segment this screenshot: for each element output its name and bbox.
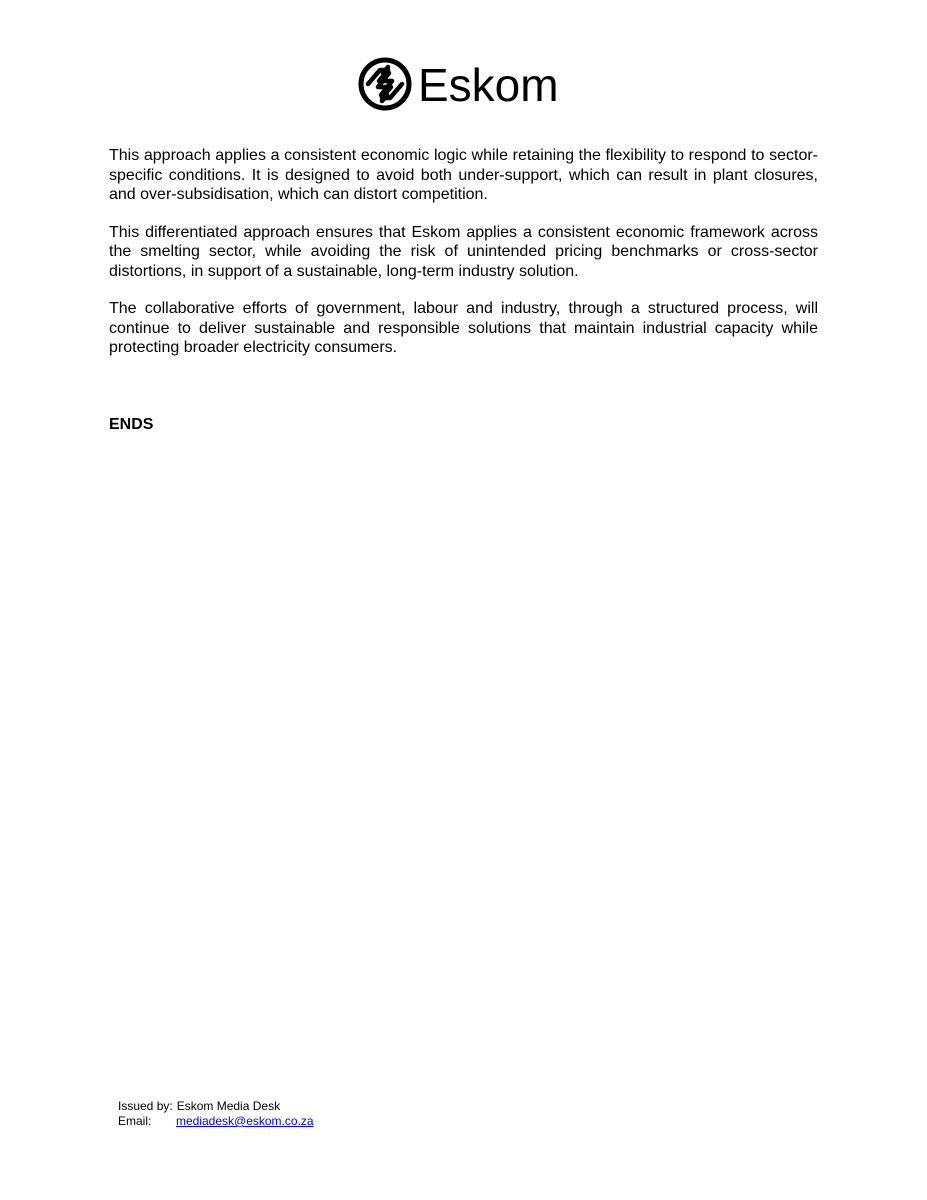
ends-marker: ENDS [109, 416, 154, 433]
issued-value: Eskom Media Desk [176, 1099, 281, 1113]
issued-label: Issued by: [118, 1099, 173, 1113]
paragraph-2: This differentiated approach ensures that Eskom applies a consistent economic framework across the smelting sector, while avoiding the risk of unintended pricing benchmarks or cross-sector distortions, in support of a sustainable, long-term industry solution. [109, 223, 818, 280]
logo-wordmark: Eskom [418, 59, 559, 111]
footer-contact [118, 1099, 314, 1129]
email-label: Email: [118, 1114, 152, 1128]
paragraph-3: The collaborative efforts of government, labour and industry, through a structured process, will continue to deliver sustainable and responsible solutions that maintain industrial capacity while protecting broader electricity consumers. [109, 300, 818, 356]
footer-issued-row [118, 1099, 314, 1114]
eskom-lightning-icon [358, 57, 412, 111]
email-link[interactable]: mediadesk@eskom.co.za [176, 1114, 314, 1128]
eskom-logo [358, 56, 559, 112]
paragraph-1: This approach applies a consistent economic logic while retaining the flexibility to respond to sector-specific conditions. It is designed to avoid both under-support, which can result in plant closures, and over-subsidisation, which can distort competition. [109, 147, 818, 203]
press-release-body [109, 146, 818, 376]
footer-email-row [118, 1114, 314, 1129]
